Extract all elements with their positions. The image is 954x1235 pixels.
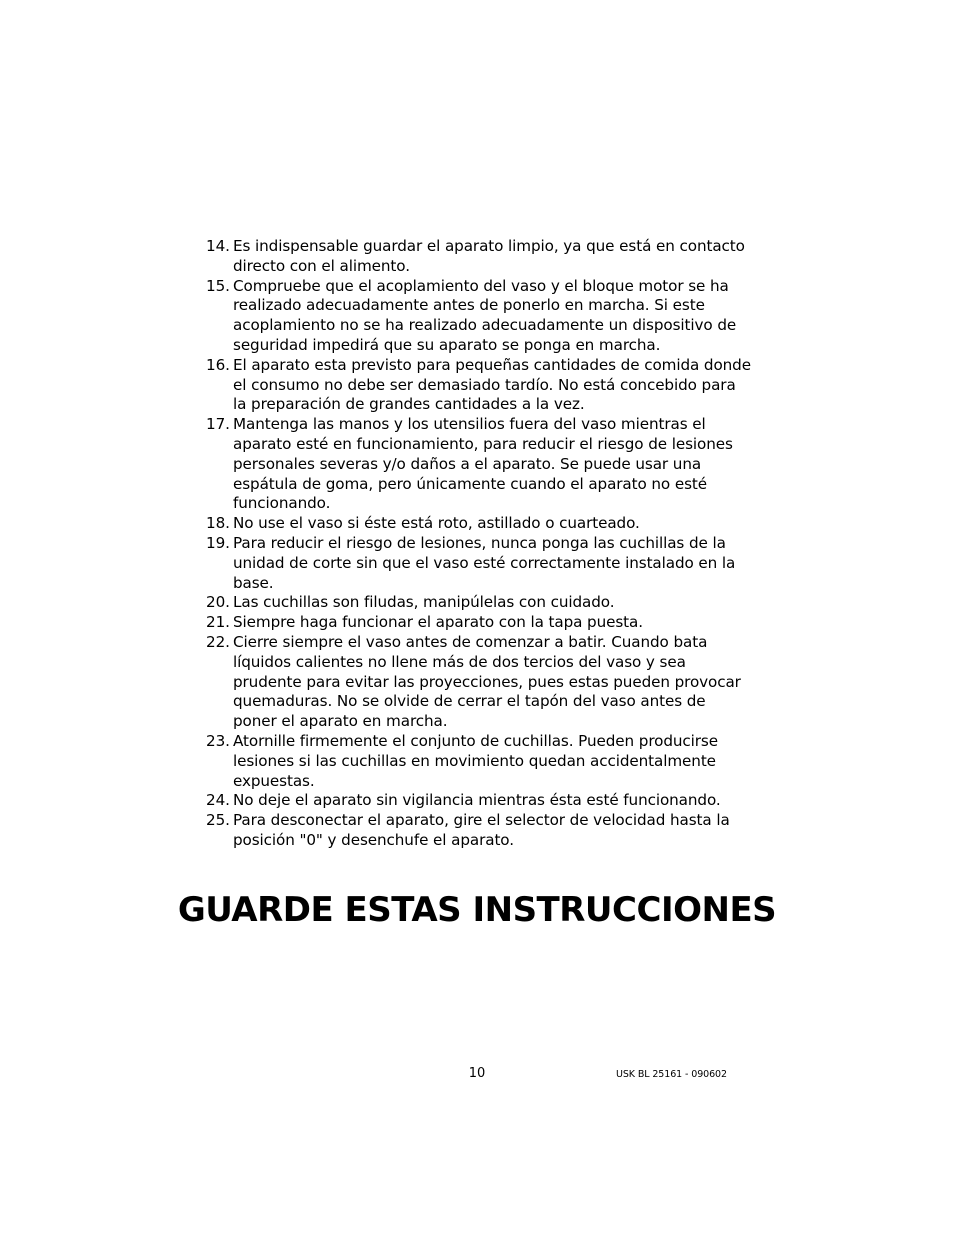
item-text: Siempre haga funcionar el aparato con la tapa puesta. — [233, 613, 643, 632]
item-number: 23. — [206, 731, 230, 750]
list-item — [206, 514, 751, 534]
document-code: USK BL 25161 - 090602 — [616, 1069, 727, 1080]
item-text: Atornille firmemente el conjunto de cuchillas. Pueden producirse lesiones si las cuchillas en movimiento quedan accidentalmente expuestas. — [233, 731, 718, 790]
item-number: 22. — [206, 632, 230, 651]
item-number: 17. — [206, 415, 230, 434]
item-number: 20. — [206, 593, 230, 612]
item-text: Es indispensable guardar el aparato limpio, ya que está en contacto directo con el alimento. — [233, 237, 745, 275]
item-text: Las cuchillas son filudas, manipúlelas con cuidado. — [233, 593, 615, 612]
item-text: Para desconectar el aparato, gire el selector de velocidad hasta la posición "0" y desenchufe el aparato. — [233, 811, 730, 849]
list-item — [206, 732, 751, 791]
item-number: 18. — [206, 514, 230, 533]
list-item — [206, 811, 751, 851]
list-item — [206, 593, 751, 613]
list-item — [206, 613, 751, 633]
safety-instructions-list — [206, 237, 751, 851]
list-item — [206, 415, 751, 514]
list-item — [206, 534, 751, 593]
save-instructions-heading: GUARDE ESTAS INSTRUCCIONES — [177, 890, 777, 930]
item-number: 21. — [206, 613, 230, 632]
item-number: 24. — [206, 791, 230, 810]
item-text: No use el vaso si éste está roto, astillado o cuarteado. — [233, 514, 640, 533]
list-item — [206, 791, 751, 811]
item-text: No deje el aparato sin vigilancia mientras ésta esté funcionando. — [233, 791, 721, 810]
list-item — [206, 633, 751, 732]
item-number: 25. — [206, 811, 230, 830]
item-number: 14. — [206, 237, 230, 255]
item-number: 15. — [206, 276, 230, 295]
list-item — [206, 237, 751, 277]
list-item — [206, 356, 751, 415]
item-number: 19. — [206, 533, 230, 552]
item-text: Cierre siempre el vaso antes de comenzar a batir. Cuando bata líquidos calientes no llene más de dos tercios del vaso y sea prudente para evitar las proyecciones, pues estas pueden provocar quemaduras. No se olvide de cerrar el tapón del vaso antes de poner el aparato en marcha. — [233, 632, 741, 731]
item-text: Compruebe que el acoplamiento del vaso y el bloque motor se ha realizado adecuadamente antes de ponerlo en marcha. Si este acoplamiento no se ha realizado adecuadamente un dispositivo de seguridad impedirá que su aparato se ponga en marcha. — [233, 276, 737, 354]
item-text: El aparato esta previsto para pequeñas cantidades de comida donde el consumo no debe ser demasiado tardío. No está concebido para la preparación de grandes cantidades a la vez. — [233, 355, 751, 414]
item-text: Mantenga las manos y los utensilios fuera del vaso mientras el aparato esté en funcionamiento, para reducir el riesgo de lesiones personales severas y/o daños a el aparato. Se puede usar una espátula de goma, pero únicamente cuando el aparato no esté funcionando. — [233, 415, 733, 513]
list-item — [206, 277, 751, 356]
page-number: 10 — [468, 1066, 486, 1081]
item-number: 16. — [206, 355, 230, 374]
item-text: Para reducir el riesgo de lesiones, nunca ponga las cuchillas de la unidad de corte sin que el vaso esté correctamente instalado en la base. — [233, 533, 736, 592]
